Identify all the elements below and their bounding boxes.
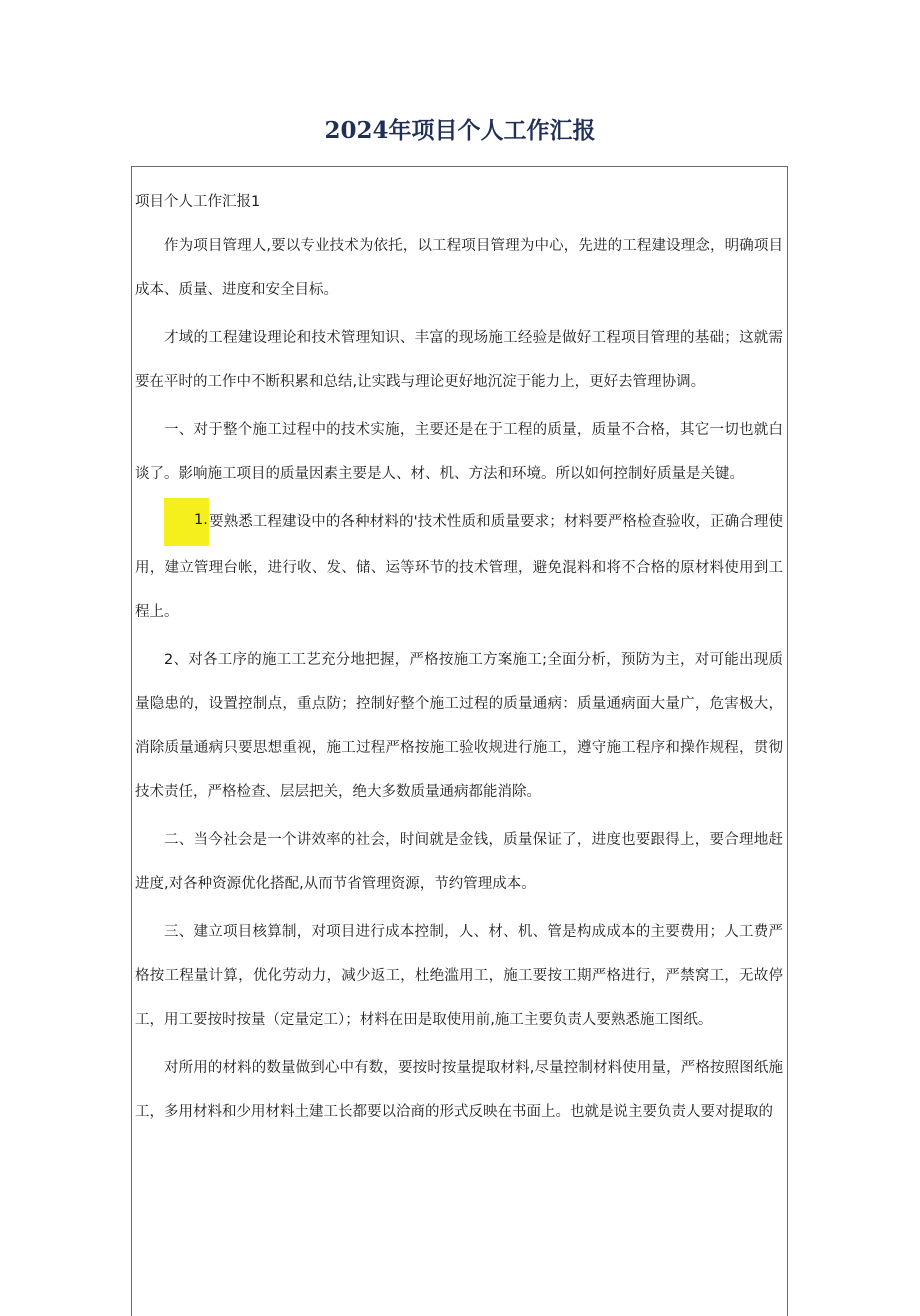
paragraph-5 <box>135 638 783 814</box>
paragraph-3 <box>135 408 783 496</box>
paragraph-text: 才域的工程建设理论和技术管理知识、丰富的现场施工经验是做好工程项目管理的基础；这就需要在平时的工作中不断积累和总结,让实践与理论更好地沉淀于能力上，更好去管理协调。 <box>135 330 783 390</box>
paragraph-text: 二、当今社会是一个讲效率的社会，时间就是金钱，质量保证了，进度也要跟得上，要合理地赶进度,对各种资源优化搭配,从而节省管理资源，节约管理成本。 <box>135 832 783 892</box>
paragraph-text: 对所用的材料的数量做到心中有数，要按时按量提取材料,尽量控制材料使用量，严格按照图纸施工，多用材料和少用材料土建工长都要以洽商的形式反映在书面上。也就是说主要负责人要对提取的 <box>135 1060 783 1120</box>
paragraph-text: 三、建立项目核算制，对项目进行成本控制，人、材、机、管是构成成本的主要费用；人工费严格按工程量计算，优化劳动力，减少返工，杜绝滥用工，施工要按工期严格进行，严禁窝工，无故停工，用工要按时按量（定量定工）；材料在田是取使用前,施工主要负责人要熟悉施工图纸。 <box>135 924 783 1028</box>
paragraph-7 <box>135 910 783 1042</box>
paragraph-4 <box>135 500 783 634</box>
paragraph-8 <box>135 1046 783 1134</box>
paragraph-text: 一、对于整个施工过程中的技术实施，主要还是在于工程的质量，质量不合格，其它一切也就白谈了。影响施工项目的质量因素主要是人、材、机、方法和环境。所以如何控制好质量是关键。 <box>135 422 783 482</box>
paragraph-text: 要熟悉工程建设中的各种材料的'技术性质和质量要求；材料要严格检查验收，正确合理使用，建立管理台帐，进行收、发、储、运等环节的技术管理，避免混料和将不合格的原材料使用到工程上。 <box>135 514 783 620</box>
paragraph-1 <box>135 224 783 312</box>
document-title: 2024年项目个人工作汇报 <box>324 117 596 144</box>
section-heading: 项目个人工作汇报1 <box>135 194 261 210</box>
highlighted-list-marker: 1. <box>164 498 209 546</box>
paragraph-6 <box>135 818 783 906</box>
paragraph-text: 作为项目管理人,要以专业技术为依托，以工程项目管理为中心，先进的工程建设理念，明确项目成本、质量、进度和安全目标。 <box>135 238 783 298</box>
paragraph-2 <box>135 316 783 404</box>
paragraph-text: 2、对各工序的施工工艺充分地把握，严格按施工方案施工;全面分析，预防为主，对可能出现质量隐患的，设置控制点，重点防；控制好整个施工过程的质量通病：质量通病面大量广，危害极大，消除质量通病只要思想重视，施工过程严格按施工验收规进行施工，遵守施工程序和操作规程，贯彻技术责任，严格检查、层层把关，绝大多数质量通病都能消除。 <box>135 652 783 800</box>
document-body <box>135 180 783 1138</box>
